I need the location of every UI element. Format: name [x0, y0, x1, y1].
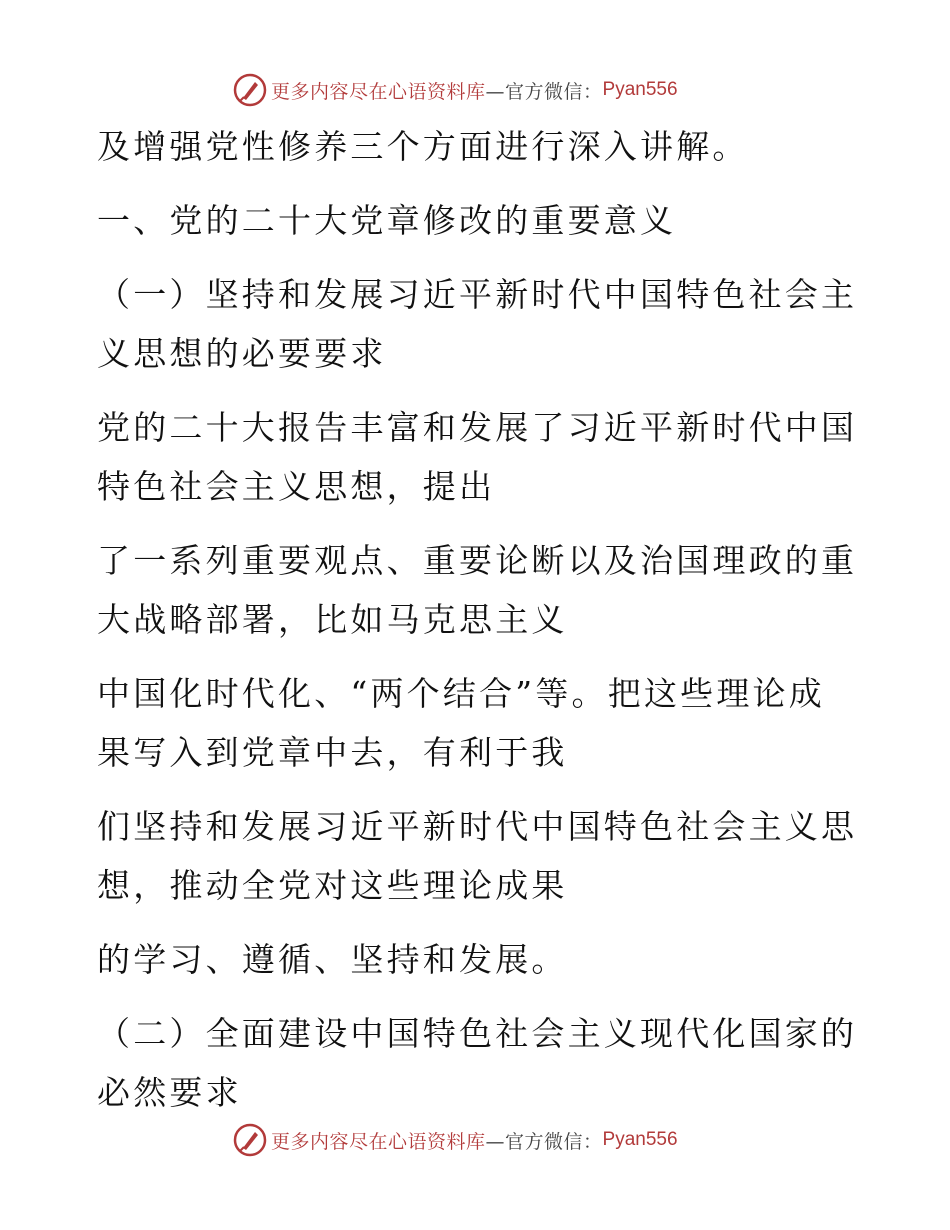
body-line: 的学习、遵循、坚持和发展。	[97, 940, 568, 979]
quill-pen-logo-icon	[233, 1123, 267, 1157]
watermark-separator: —官方微信：	[485, 80, 603, 103]
subsection-heading: （二）全面建设中国特色社会主义现代化国家的	[97, 1014, 858, 1053]
body-line: 想，推动全党对这些理论成果	[97, 866, 568, 905]
footer-watermark	[233, 1120, 733, 1160]
body-line: 党的二十大报告丰富和发展了习近平新时代中国	[97, 408, 858, 447]
watermark-site-name: 更多内容尽在心语资料库	[271, 1130, 486, 1153]
watermark-wechat-id: Pyan556	[602, 79, 678, 100]
subsection-heading-cont: 义思想的必要要求	[97, 334, 387, 373]
watermark-separator: —官方微信：	[485, 1130, 603, 1153]
subsection-heading: （一）坚持和发展习近平新时代中国特色社会主	[97, 275, 858, 314]
watermark-site-name: 更多内容尽在心语资料库	[271, 80, 486, 103]
watermark-wechat-id: Pyan556	[602, 1129, 678, 1150]
body-line: 果写入到党章中去，有利于我	[97, 733, 568, 772]
subsection-heading-cont: 必然要求	[97, 1073, 242, 1112]
body-line: 了一系列重要观点、重要论断以及治国理政的重	[97, 541, 858, 580]
body-line: 中国化时代化、“两个结合”等。把这些理论成	[97, 674, 825, 713]
body-line: 大战略部署，比如马克思主义	[97, 600, 568, 639]
quill-pen-logo-icon	[233, 73, 267, 107]
body-line: 们坚持和发展习近平新时代中国特色社会主义思	[97, 807, 858, 846]
body-line: 特色社会主义思想，提出	[97, 467, 496, 506]
section-heading: 一、党的二十大党章修改的重要意义	[97, 201, 677, 240]
body-line: 及增强党性修养三个方面进行深入讲解。	[97, 127, 749, 166]
header-watermark	[233, 70, 733, 110]
